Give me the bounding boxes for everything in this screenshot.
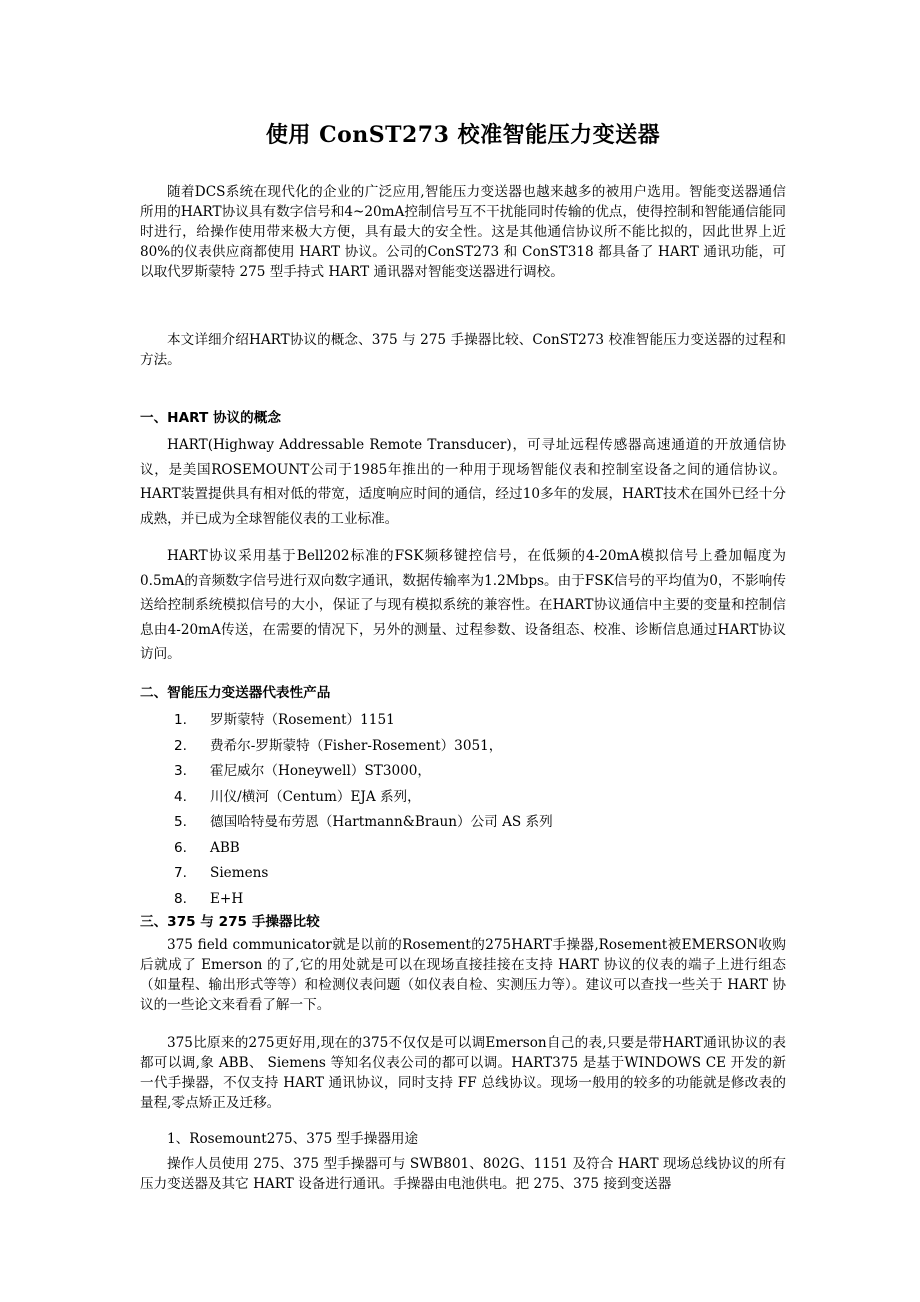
list-item bbox=[140, 810, 786, 836]
list-item bbox=[140, 708, 786, 734]
section-3-subheading: 1、Rosemount275、375 型手操器用途 bbox=[167, 1131, 419, 1147]
list-item-text: 罗斯蒙特（Rosement）1151 bbox=[210, 712, 395, 728]
page-title: 使用 ConST273 校准智能压力变送器 bbox=[265, 122, 661, 148]
section-1-heading: 一、HART 协议的概念 bbox=[140, 410, 281, 426]
list-item bbox=[140, 759, 786, 785]
list-item-text: E+H bbox=[210, 890, 244, 907]
section-2-heading: 二、智能压力变送器代表性产品 bbox=[140, 685, 331, 701]
list-item-text: 川仪/横河（Centum）EJA 系列， bbox=[210, 788, 421, 805]
list-item bbox=[140, 887, 786, 913]
list-item-number: 7. bbox=[174, 865, 187, 881]
list-item-text: 霍尼威尔（Honeywell）ST3000， bbox=[210, 763, 432, 779]
list-item bbox=[140, 836, 786, 862]
list-item-number: 4. bbox=[174, 788, 187, 805]
section-1-paragraph-2: HART协议采用基于Bell202标准的FSK频移键控信号，在低频的4-20mA模拟信号上叠加幅度为0.5mA的音频数字信号进行双向数字通讯，数据传输率为1.2Mbps。由于FSK信号的平均值为0，不影响传送给控制系统模拟信号的大小，保证了与现有模拟系统的兼容性。在HART协议通信中主要的变量和控制信息由4-20mA传送，在需要的情况下，另外的测量、过程参数、设备组态、校准、诊断信息通过HART协议访问。 bbox=[140, 548, 786, 662]
section-3-paragraph-1: 375 field communicator就是以前的Rosement的275HART手操器,Rosement被EMERSON收购后就成了 Emerson 的了,它的用处就是可以在现场直接挂接在支持 HART 协议的仪表的端子上进行组态（如量程、输出形式等等）和检测仪表问题（如仪表自检、实测压力等）。建议可以查找一些关于 HART 协议的一些论文来看看了解一下。 bbox=[140, 937, 786, 1013]
list-item bbox=[140, 861, 786, 887]
section-1-paragraph-1: HART(Highway Addressable Remote Transducer)，可寻址远程传感器高速通道的开放通信协议，是美国ROSEMOUNT公司于1985年推出的一种用于现场智能仪表和控制室设备之间的通信协议。 HART装置提供具有相对低的带宽，适度响应时间的通信，经过10多年的发展，HART技术在国外已经十分成熟，并已成为全球智能仪表的工业标准。 bbox=[140, 437, 786, 527]
list-item-text: ABB bbox=[210, 839, 240, 856]
list-item-text: 德国哈特曼布劳恩（Hartmann&Braun）公司 AS 系列 bbox=[210, 814, 553, 830]
intro-paragraph-2: 本文详细介绍HART协议的概念、375 与 275 手操器比较、ConST273 校准智能压力变送器的过程和方法。 bbox=[140, 332, 786, 368]
list-item-text: 费希尔-罗斯蒙特（Fisher-Rosement）3051， bbox=[210, 737, 503, 754]
section-3-paragraph-2: 375比原来的275更好用,现在的375不仅仅是可以调Emerson自己的表,只要是带HART通讯协议的表都可以调,象 ABB、 Siemens 等知名仪表公司的都可以调。HART375 是基于WINDOWS CE 开发的新一代手操器，不仅支持 HART 通讯协议，同时支持 FF 总线协议。现场一般用的较多的功能就是修改表的量程,零点矫正及迁移。 bbox=[140, 1035, 786, 1111]
list-item-number: 2. bbox=[174, 737, 187, 754]
product-list bbox=[140, 708, 786, 912]
list-item bbox=[140, 785, 786, 811]
section-3-paragraph-3: 操作人员使用 275、375 型手操器可与 SWB801、802G、1151 及符合 HART 现场总线协议的所有压力变送器及其它 HART 设备进行通讯。手操器由电池供电。把 275、375 接到变送器 bbox=[140, 1156, 786, 1192]
list-item bbox=[140, 734, 786, 760]
section-3-heading: 三、375 与 275 手操器比较 bbox=[140, 914, 320, 930]
list-item-number: 3. bbox=[174, 763, 187, 779]
list-item-number: 5. bbox=[174, 814, 187, 830]
list-item-text: Siemens bbox=[210, 865, 269, 881]
intro-paragraph-1: 随着DCS系统在现代化的企业的广泛应用,智能压力变送器也越来越多的被用户选用。智能变送器通信所用的HART协议具有数字信号和4~20mA控制信号互不干扰能同时传输的优点，使得控制和智能通信能同时进行，给操作使用带来极大方便，具有最大的安全性。这是其他通信协议所不能比拟的，因此世界上近 80%的仪表供应商都使用 HART 协议。公司的ConST273 和 ConST318 都具备了 HART 通讯功能，可以取代罗斯蒙特 275 型手持式 HART 通讯器对智能变送器进行调校。 bbox=[140, 184, 786, 280]
list-item-number: 1. bbox=[174, 712, 187, 728]
list-item-number: 6. bbox=[174, 839, 187, 856]
list-item-number: 8. bbox=[174, 890, 187, 907]
